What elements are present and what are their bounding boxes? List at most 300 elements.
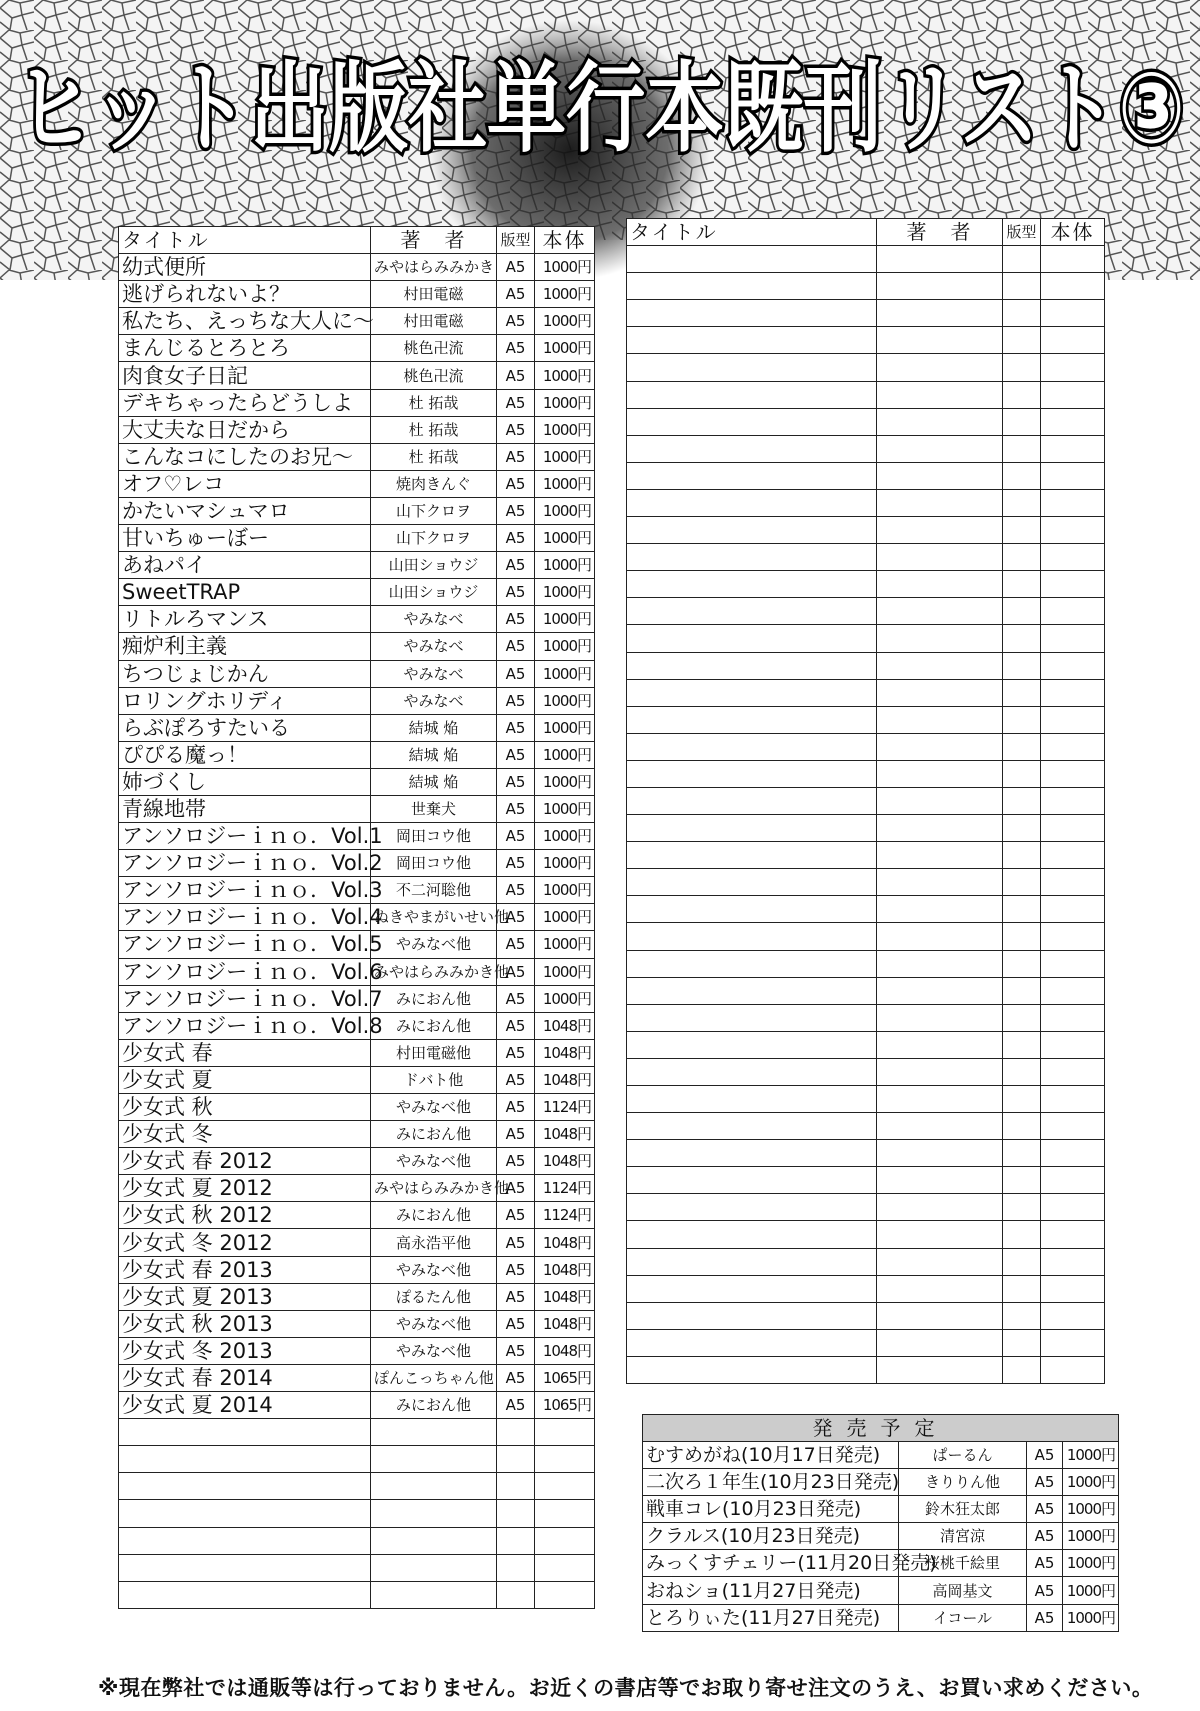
book-title [627,787,877,814]
book-title [627,273,877,300]
book-title [627,571,877,598]
book-title [119,1446,371,1473]
book-price: 1048円 [535,1039,595,1066]
book-author: やみなべ [371,606,497,633]
book-size [1003,300,1041,327]
book-price [535,1581,595,1608]
book-author [877,544,1003,571]
book-author: やみなべ他 [371,1094,497,1121]
book-title [119,1581,371,1608]
book-title [627,923,877,950]
book-price [1041,1356,1105,1383]
book-title: SweetTRAP [119,579,371,606]
empty-row [627,679,1105,706]
book-size [1003,571,1041,598]
book-price [1041,787,1105,814]
book-author [371,1473,497,1500]
book-title: アンソロジーｉｎｏ．Vol.8 [119,1012,371,1039]
header-author: 著 者 [371,227,497,254]
book-size: A5 [497,1148,535,1175]
book-price [1041,923,1105,950]
book-price: 1000円 [535,416,595,443]
book-title [627,1194,877,1221]
book-author: 岡田コウ他 [371,823,497,850]
page-title [8,38,1192,168]
book-list-table [118,226,595,1609]
book-price [1041,842,1105,869]
book-title: 少女式 夏 2013 [119,1283,371,1310]
empty-row [627,1004,1105,1031]
book-author [877,815,1003,842]
book-author: 清宮涼 [899,1523,1027,1550]
book-size: A5 [497,633,535,660]
book-title [627,1140,877,1167]
book-price: 1048円 [535,1283,595,1310]
book-title [627,544,877,571]
empty-row [627,354,1105,381]
book-title [627,815,877,842]
book-author [877,896,1003,923]
book-price [1041,896,1105,923]
book-price: 1000円 [535,687,595,714]
book-size [1003,489,1041,516]
book-price [535,1419,595,1446]
table-row [119,1121,595,1148]
book-size: A5 [497,768,535,795]
book-author: 結城 焔 [371,768,497,795]
table-row [119,552,595,579]
book-author [877,1221,1003,1248]
table-row [119,389,595,416]
book-price: 1000円 [1063,1523,1119,1550]
book-size: A5 [497,552,535,579]
book-size: A5 [1027,1577,1063,1604]
empty-row [627,544,1105,571]
book-title: ロリングホリディ [119,687,371,714]
table-row [119,741,595,768]
empty-row [627,706,1105,733]
blank-list-table [626,218,1105,1384]
book-author: やみなべ他 [371,931,497,958]
book-price [535,1446,595,1473]
book-author [877,1113,1003,1140]
book-title [119,1473,371,1500]
book-author [371,1419,497,1446]
book-price: 1000円 [535,931,595,958]
book-author: 結城 焔 [371,714,497,741]
book-title: アンソロジーｉｎｏ．Vol.1 [119,823,371,850]
book-title: おねショ(11月27日発売) [643,1577,899,1604]
book-price: 1000円 [535,904,595,931]
book-size: A5 [497,1012,535,1039]
book-title [627,1302,877,1329]
table-row [119,660,595,687]
book-title [627,1058,877,1085]
book-title: クラルス(10月23日発売) [643,1523,899,1550]
book-author [877,1194,1003,1221]
book-size [1003,1356,1041,1383]
book-size [1003,544,1041,571]
blank-list-body [627,246,1105,1384]
book-price [1041,462,1105,489]
book-author: 不二河聡他 [371,877,497,904]
book-title [119,1500,371,1527]
book-size [1003,517,1041,544]
book-title [627,977,877,1004]
book-price: 1000円 [1063,1604,1119,1631]
book-author: やみなべ [371,633,497,660]
book-price: 1000円 [535,958,595,985]
book-title [627,679,877,706]
book-size [1003,1275,1041,1302]
empty-row [627,1302,1105,1329]
book-author [877,435,1003,462]
book-price [1041,435,1105,462]
book-size: A5 [497,525,535,552]
book-title [627,1031,877,1058]
book-size [497,1527,535,1554]
book-price [1041,679,1105,706]
book-title [627,842,877,869]
table-row [119,281,595,308]
book-price: 1000円 [535,470,595,497]
book-price: 1048円 [535,1256,595,1283]
empty-row [119,1419,595,1446]
book-price [1041,381,1105,408]
book-size [1003,1140,1041,1167]
book-author: 桜桃千絵里 [899,1550,1027,1577]
book-size: A5 [497,823,535,850]
book-title [627,1248,877,1275]
book-size [1003,435,1041,462]
book-size: A5 [497,416,535,443]
book-title: 大丈夫な日だから [119,416,371,443]
table-row [119,877,595,904]
book-title: あねパイ [119,552,371,579]
book-price: 1124円 [535,1094,595,1121]
book-author [877,1356,1003,1383]
book-price: 1000円 [535,714,595,741]
book-title: 少女式 春 2014 [119,1364,371,1391]
table-row [119,795,595,822]
book-size [1003,733,1041,760]
book-price: 1000円 [535,525,595,552]
book-price: 1065円 [535,1392,595,1419]
book-size [1003,1167,1041,1194]
book-price [1041,489,1105,516]
table-row [119,687,595,714]
book-author: 山田ショウジ [371,579,497,606]
book-price [1041,571,1105,598]
empty-row [119,1554,595,1581]
book-price: 1000円 [535,389,595,416]
empty-row [627,1058,1105,1085]
book-size [1003,1113,1041,1140]
book-price: 1000円 [535,497,595,524]
book-price: 1065円 [535,1364,595,1391]
book-size [1003,408,1041,435]
book-size: A5 [497,389,535,416]
book-size: A5 [497,308,535,335]
book-title [627,517,877,544]
book-title: オフ♡レコ [119,470,371,497]
book-size: A5 [497,281,535,308]
empty-row [119,1500,595,1527]
book-author: 山田ショウジ [371,552,497,579]
table-row [119,362,595,389]
book-author [371,1500,497,1527]
empty-row [627,869,1105,896]
book-price: 1000円 [535,795,595,822]
book-size [1003,1302,1041,1329]
book-price [1041,327,1105,354]
book-price: 1048円 [535,1012,595,1039]
empty-row [627,1167,1105,1194]
table-row [119,525,595,552]
book-size: A5 [497,1121,535,1148]
book-size: A5 [497,795,535,822]
book-author [877,950,1003,977]
book-author [877,1167,1003,1194]
footer-note: ※現在弊社では通販等は行っておりません。お近くの書店等でお取り寄せ注文のうえ、お買い求めください。 [98,1676,1154,1700]
empty-row [119,1473,595,1500]
book-size: A5 [497,579,535,606]
book-title: 姉づくし [119,768,371,795]
table-row [119,335,595,362]
empty-row [627,625,1105,652]
book-size [1003,327,1041,354]
book-title: アンソロジーｉｎｏ．Vol.4 [119,904,371,931]
book-title: アンソロジーｉｎｏ．Vol.5 [119,931,371,958]
book-author [877,489,1003,516]
table-row [643,1442,1119,1469]
book-author: みにおん他 [371,1202,497,1229]
empty-row [627,787,1105,814]
book-price: 1000円 [535,552,595,579]
table-row [119,1202,595,1229]
book-title: アンソロジーｉｎｏ．Vol.2 [119,850,371,877]
book-title: 少女式 夏 2014 [119,1392,371,1419]
book-price: 1000円 [535,308,595,335]
empty-row [627,760,1105,787]
book-size [1003,1194,1041,1221]
book-price: 1000円 [535,362,595,389]
book-author [877,760,1003,787]
book-price: 1000円 [535,606,595,633]
book-size [1003,1329,1041,1356]
book-title [627,625,877,652]
book-price [1041,706,1105,733]
table-row [119,1310,595,1337]
table-row [643,1496,1119,1523]
book-author: きりりん他 [899,1469,1027,1496]
book-size: A5 [497,1066,535,1093]
book-author: イコール [899,1604,1027,1631]
book-price [1041,1302,1105,1329]
book-title [627,950,877,977]
book-title: 少女式 冬 2013 [119,1337,371,1364]
book-author: やみなべ他 [371,1256,497,1283]
header-title: タイトル [627,219,877,246]
book-price: 1000円 [535,335,595,362]
book-size [1003,950,1041,977]
book-author [877,1329,1003,1356]
book-price: 1000円 [535,768,595,795]
book-price [1041,950,1105,977]
book-size: A5 [497,1175,535,1202]
book-price [1041,246,1105,273]
book-size: A5 [497,1310,535,1337]
book-title [627,896,877,923]
book-author [877,842,1003,869]
empty-row [627,1329,1105,1356]
book-title [627,354,877,381]
book-price [1041,1031,1105,1058]
book-size [497,1446,535,1473]
book-author [877,869,1003,896]
book-size: A5 [1027,1442,1063,1469]
table-row [119,1094,595,1121]
empty-row [627,733,1105,760]
book-price: 1048円 [535,1310,595,1337]
empty-row [627,327,1105,354]
book-author [371,1554,497,1581]
book-title [627,652,877,679]
book-title: 少女式 冬 2012 [119,1229,371,1256]
book-title: 少女式 夏 [119,1066,371,1093]
empty-row [627,652,1105,679]
book-author: やみなべ他 [371,1310,497,1337]
book-price: 1000円 [535,985,595,1012]
table-row [119,497,595,524]
book-price: 1000円 [535,254,595,281]
book-author: 岡田コウ他 [371,850,497,877]
book-author: ぱーるん [899,1442,1027,1469]
book-price: 1124円 [535,1175,595,1202]
book-author: やみなべ他 [371,1148,497,1175]
table-row [119,606,595,633]
empty-row [119,1581,595,1608]
empty-row [627,1221,1105,1248]
book-size [1003,896,1041,923]
book-size [497,1554,535,1581]
empty-row [627,489,1105,516]
book-size: A5 [497,958,535,985]
book-title [627,435,877,462]
book-title: 少女式 秋 2013 [119,1310,371,1337]
book-author: みにおん他 [371,1012,497,1039]
book-size [497,1419,535,1446]
book-price: 1000円 [535,741,595,768]
book-title: ぴぴる魔っ！ [119,741,371,768]
empty-row [627,815,1105,842]
book-title: 少女式 夏 2012 [119,1175,371,1202]
book-size: A5 [497,660,535,687]
book-size [1003,273,1041,300]
book-list-body [119,254,595,1609]
book-price [1041,760,1105,787]
book-author [877,1302,1003,1329]
book-size: A5 [497,877,535,904]
book-price [1041,652,1105,679]
header-size: 版型 [497,227,535,254]
book-title [627,733,877,760]
book-title [627,1356,877,1383]
book-price [1041,273,1105,300]
table-row [119,958,595,985]
book-size: A5 [1027,1604,1063,1631]
book-size: A5 [497,687,535,714]
book-size [1003,462,1041,489]
table-row [119,579,595,606]
book-price [1041,1329,1105,1356]
book-price: 1000円 [535,633,595,660]
book-price: 1124円 [535,1202,595,1229]
book-author [877,1086,1003,1113]
table-row [119,1392,595,1419]
book-title [627,462,877,489]
empty-row [627,1086,1105,1113]
book-price [1041,1221,1105,1248]
book-author [877,1275,1003,1302]
book-size: A5 [497,1039,535,1066]
book-author: 村田電磁 [371,281,497,308]
book-size: A5 [497,931,535,958]
book-title: 青線地帯 [119,795,371,822]
book-price: 1048円 [535,1337,595,1364]
book-size [1003,815,1041,842]
book-title: らぶぽろすたいる [119,714,371,741]
book-size [497,1581,535,1608]
book-price: 1048円 [535,1066,595,1093]
book-size: A5 [497,497,535,524]
empty-row [627,1140,1105,1167]
book-author: 桃色卍流 [371,335,497,362]
book-title [627,1221,877,1248]
book-size [1003,1031,1041,1058]
book-title [627,1086,877,1113]
book-price: 1000円 [535,660,595,687]
book-price [1041,1113,1105,1140]
table-row [119,768,595,795]
table-row [119,1148,595,1175]
book-price: 1000円 [1063,1550,1119,1577]
book-price: 1000円 [1063,1442,1119,1469]
empty-row [627,842,1105,869]
book-size [1003,1004,1041,1031]
book-title: アンソロジーｉｎｏ．Vol.7 [119,985,371,1012]
book-author [877,517,1003,544]
book-title [627,489,877,516]
book-title [627,246,877,273]
table-row [119,1175,595,1202]
book-author: ぽるたん他 [371,1283,497,1310]
book-size: A5 [497,606,535,633]
book-title: みっくすチェリー(11月20日発売) [643,1550,899,1577]
header-author: 著 者 [877,219,1003,246]
book-size [1003,381,1041,408]
empty-row [627,896,1105,923]
book-title: 戦車コレ(10月23日発売) [643,1496,899,1523]
book-size [1003,598,1041,625]
book-size: A5 [497,1283,535,1310]
header-size: 版型 [1003,219,1041,246]
book-price [1041,544,1105,571]
book-author [877,598,1003,625]
book-size: A5 [1027,1469,1063,1496]
empty-row [627,435,1105,462]
book-author: 山下クロヲ [371,497,497,524]
